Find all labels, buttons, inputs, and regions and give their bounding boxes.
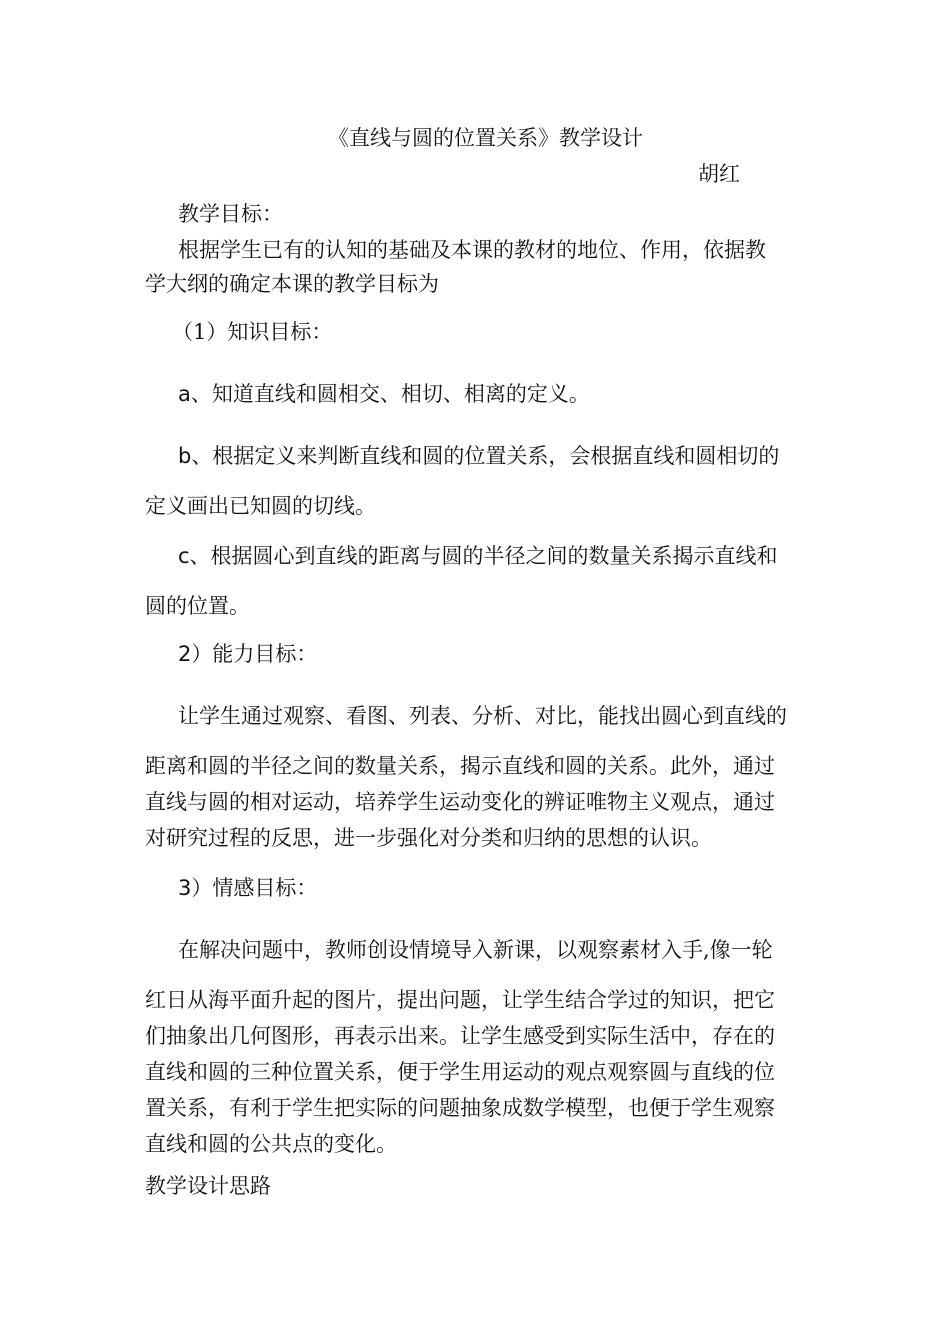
emotion-line: 红日从海平面升起的图片，提出问题，让学生结合学过的知识，把它 [145,988,775,1012]
intro-line: 根据学生已有的认知的基础及本课的教材的地位、作用，依据教 [178,238,766,262]
knowledge-item-b: b、根据定义来判断直线和圆的位置关系，会根据直线和圆相切的 [178,444,780,468]
emotion-line: 们抽象出几何图形，再表示出来。让学生感受到实际生活中，存在的 [145,1024,775,1048]
knowledge-item-c: c、根据圆心到直线的距离与圆的半径之间的数量关系揭示直线和 [178,544,778,568]
intro-line: 学大纲的确定本课的教学目标为 [145,272,439,296]
knowledge-item-b-cont: 定义画出已知圆的切线。 [145,494,376,518]
emotion-heading: 3）情感目标： [178,876,318,900]
emotion-line: 直线和圆的三种位置关系，便于学生用运动的观点观察圆与直线的位 [145,1060,775,1084]
ability-heading: 2）能力目标： [178,642,318,666]
design-heading: 教学设计思路 [145,1174,271,1198]
author-name: 胡红 [698,162,740,186]
emotion-line: 在解决问题中，教师创设情境导入新课，以观察素材入手,像一轮 [178,938,773,962]
knowledge-heading: （1）知识目标： [172,320,333,344]
emotion-line: 直线和圆的公共点的变化。 [145,1132,397,1156]
teaching-goals-heading: 教学目标： [178,202,283,226]
ability-line: 让学生通过观察、看图、列表、分析、对比，能找出圆心到直线的 [178,704,787,728]
ability-line: 直线与圆的相对运动，培养学生运动变化的辨证唯物主义观点，通过 [145,790,775,814]
document-title: 《直线与圆的位置关系》教学设计 [328,126,643,150]
knowledge-item-c-cont: 圆的位置。 [145,594,250,618]
ability-line: 距离和圆的半径之间的数量关系，揭示直线和圆的关系。此外，通过 [145,754,775,778]
ability-line: 对研究过程的反思，进一步强化对分类和归纳的思想的认识。 [145,826,712,850]
knowledge-item-a: a、知道直线和圆相交、相切、相离的定义。 [178,382,590,406]
emotion-line: 置关系，有利于学生把实际的问题抽象成数学模型，也便于学生观察 [145,1096,775,1120]
